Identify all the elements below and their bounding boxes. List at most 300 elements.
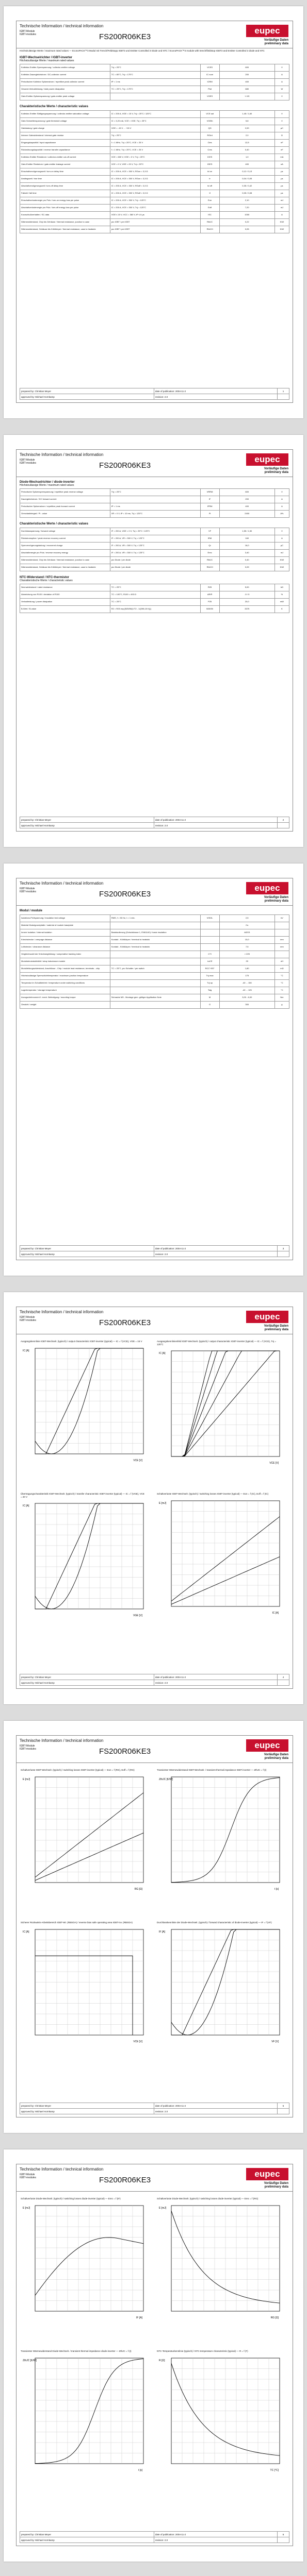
table-cell: Tstg bbox=[200, 987, 219, 994]
y-axis-label: IC [A] bbox=[23, 1930, 29, 1934]
module-kind bbox=[20, 459, 36, 465]
table-cell bbox=[274, 922, 289, 929]
table-row bbox=[20, 584, 289, 591]
table-row bbox=[20, 79, 289, 86]
publication-date: date of publication: 2004-11-2 bbox=[154, 1674, 277, 1680]
page-sheet bbox=[4, 863, 303, 1276]
y-axis-label: ZthJC [K/W] bbox=[23, 2359, 37, 2362]
table-cell: VCE sat bbox=[200, 111, 219, 118]
module-kind-de: IGBT-Module bbox=[20, 887, 35, 890]
page-header bbox=[17, 450, 293, 477]
table-cell: °C bbox=[274, 987, 289, 994]
table-cell: RthCH bbox=[200, 564, 219, 571]
x-axis-label: IF [A] bbox=[136, 2316, 142, 2319]
table-cell: IF = 200 A, VR = 300 V, Tvj = 125°C bbox=[110, 535, 200, 543]
module-kind-en: IGBT-modules bbox=[20, 1748, 36, 1751]
table-row bbox=[20, 489, 289, 496]
table-cell: Basisisolierung (Schutzklasse 1, EN61140) / basic insulation bbox=[110, 929, 200, 937]
table-cell: Periodische Spitzensperrspannung / repetitive peak reverse voltage bbox=[20, 489, 110, 496]
revision: revision: 2.0 bbox=[154, 1251, 277, 1257]
page-frame bbox=[16, 1735, 293, 2117]
footer-spacer bbox=[278, 394, 289, 400]
table-row bbox=[20, 994, 289, 1002]
prepared-by: prepared by: Christian Meyer bbox=[20, 1674, 154, 1680]
tech-info-label: Technische Information / technical information bbox=[20, 24, 104, 28]
table-cell: W bbox=[274, 86, 289, 93]
module-kind bbox=[20, 2173, 36, 2179]
table-cell: Grenzlastintegral / I²t - value bbox=[20, 511, 110, 518]
preliminary-data-label bbox=[264, 467, 288, 474]
table-cell: Gate-Emitter-Spitzenspannung / gate-emitter peak voltage bbox=[20, 93, 110, 100]
table-cell: -5 / 5 bbox=[219, 591, 274, 599]
y-axis-label: IC [A] bbox=[23, 1504, 29, 1507]
table-cell: Rückstromspitze / peak reverse recovery current bbox=[20, 535, 110, 543]
table-row bbox=[20, 205, 289, 212]
table-cell: VGES bbox=[200, 93, 219, 100]
table-cell: 10,0 bbox=[219, 937, 274, 944]
x-axis-label: VF [V] bbox=[271, 2040, 279, 2043]
table-row bbox=[20, 511, 289, 518]
table-cell: IC = 200 A, VCE = 300 V, RGoff = 3,3 Ω bbox=[110, 190, 200, 197]
table-cell: 175 bbox=[219, 973, 274, 980]
table-row bbox=[20, 929, 289, 937]
table-cell: Material Modulgrundplatte / material of module baseplate bbox=[20, 922, 110, 929]
brand-logo: eupec bbox=[246, 1311, 288, 1323]
table-cell: 2,5 bbox=[219, 915, 274, 922]
y-axis-label: IC [A] bbox=[159, 1352, 166, 1355]
table-cell bbox=[110, 1002, 200, 1009]
approved-by: approved by: Michael Hornkamp bbox=[20, 394, 154, 400]
model-number: FS200R06KE3 bbox=[99, 2176, 151, 2184]
table-cell: Kollektor-Dauergleichstrom / DC-collector current bbox=[20, 72, 110, 79]
table-cell bbox=[110, 987, 200, 994]
table-cell: IF = 200 A, VGE = 0 V, Tvj = 25°C / 125°C bbox=[110, 528, 200, 535]
table-cell: Kontakt - Kühlkörper / terminal to heatsink bbox=[110, 944, 200, 951]
table-cell: P25 bbox=[200, 599, 219, 606]
table-cell: ICRM bbox=[200, 79, 219, 86]
table-cell: 0,05 bbox=[219, 226, 274, 233]
table-row bbox=[20, 161, 289, 168]
table-cell: A bbox=[274, 496, 289, 503]
table-cell: g bbox=[274, 1002, 289, 1009]
table-row bbox=[20, 496, 289, 503]
table-cell: Wärmewiderstand, Gehäuse bis Kühlkörper / thermal resistance, case to heatsink bbox=[20, 226, 110, 233]
table-cell: Temperatur im Schaltbetrieb / temperature under switching conditions bbox=[20, 980, 110, 987]
table-cell: K bbox=[274, 606, 289, 613]
table-cell: 400 bbox=[219, 79, 274, 86]
table-cell: VF bbox=[200, 528, 219, 535]
brand-logo: eupec bbox=[246, 2168, 288, 2180]
table-row bbox=[20, 528, 289, 535]
page-frame bbox=[16, 1307, 293, 1689]
table-cell: 7,5 bbox=[219, 944, 274, 951]
plot-title: Schaltverluste IGBT-Wechselr. (typisch) / switching losses IGBT-inverter (typical) — Eon = f (IC), Eoff = f (IC) bbox=[157, 1493, 269, 1495]
table-cell: °C bbox=[274, 973, 289, 980]
table-cell: RthJC bbox=[200, 219, 219, 226]
table-row bbox=[20, 599, 289, 606]
table-cell: td off bbox=[200, 183, 219, 190]
table-cell: IC = 200 A, VCE = 300 V, Tvj = 125°C bbox=[110, 197, 200, 205]
table-cell: µs bbox=[274, 176, 289, 183]
page-sheet bbox=[4, 2149, 303, 2562]
page-header bbox=[17, 878, 293, 906]
x-axis-label: t [s] bbox=[274, 1887, 279, 1891]
x-axis-label: IC [A] bbox=[272, 1611, 279, 1615]
table-cell: RthJC bbox=[200, 557, 219, 564]
table-cell: Sperrverzögerungsladung / recovered charge bbox=[20, 543, 110, 550]
page-sheet bbox=[4, 435, 303, 847]
plot-title: Schaltverluste Diode-Wechselr. (typisch) / switching losses diode-inverter (typical) — Erec = f (RG) bbox=[157, 2197, 258, 2200]
model-number: FS200R06KE3 bbox=[99, 461, 151, 470]
page-footer bbox=[20, 817, 289, 828]
model-number: FS200R06KE3 bbox=[99, 32, 151, 41]
table-cell: -40 ... 125 bbox=[219, 987, 274, 994]
section-title: Diode-Wechselrichter / diode-inverter Höchstzulässige Werte / maximum rated values bbox=[20, 481, 75, 487]
table-cell: Interner Gatewiderstand / internal gate resistor bbox=[20, 132, 110, 140]
plot-svg bbox=[21, 2201, 150, 2325]
brand-logo: eupec bbox=[246, 25, 288, 37]
revision: revision: 2.0 bbox=[154, 823, 277, 828]
table-cell: Qr bbox=[200, 543, 219, 550]
table-cell: IFRM bbox=[200, 503, 219, 511]
y-axis-label: ZthJC [K/W] bbox=[159, 1777, 173, 1781]
table-row bbox=[20, 951, 289, 958]
section-subtitle: Höchstzulässige Werte / maximum rated values bbox=[20, 484, 74, 487]
table-cell: 1,55 / 1,50 bbox=[219, 528, 274, 535]
module-kind-de: IGBT-Module bbox=[20, 459, 35, 462]
table-row bbox=[20, 944, 289, 951]
table-cell: Ptot bbox=[200, 86, 219, 93]
table-cell: Al2O3 bbox=[219, 929, 274, 937]
table-cell: A bbox=[274, 212, 289, 219]
table-cell: °C bbox=[274, 980, 289, 987]
table-cell: pro IGBT / per IGBT bbox=[110, 226, 200, 233]
table-cell: A²s bbox=[274, 511, 289, 518]
table-cell: Einschaltverzögerungszeit / turn-on delay time bbox=[20, 168, 110, 176]
plot-svg bbox=[21, 1344, 150, 1468]
characteristic-plot bbox=[157, 1921, 286, 2049]
table-row bbox=[20, 219, 289, 226]
preliminary-data-label bbox=[264, 896, 288, 903]
page-footer bbox=[20, 388, 289, 400]
module-kind-en: IGBT-modules bbox=[20, 33, 36, 36]
prepared-by: prepared by: Christian Meyer bbox=[20, 817, 154, 823]
table-cell: kΩ bbox=[274, 584, 289, 591]
table-cell: A bbox=[274, 503, 289, 511]
page-frame bbox=[16, 2164, 293, 2546]
table-row bbox=[20, 125, 289, 132]
table-row bbox=[20, 557, 289, 564]
table-cell: ΔR/R bbox=[200, 591, 219, 599]
plot-title: Transienter Wärmewiderstand IGBT-Wechselr. / transient thermal impedance IGBT-inverter — ZthJC = f (t) bbox=[157, 1769, 267, 1771]
table-cell: QG bbox=[200, 125, 219, 132]
approved-by: approved by: Michael Hornkamp bbox=[20, 2537, 154, 2543]
table-cell: IC = 200 A, VCE = 300 V, Tvj = 125°C bbox=[110, 205, 200, 212]
prelim-en: preliminary data bbox=[264, 42, 288, 45]
brand-logo: eupec bbox=[246, 453, 288, 466]
characteristic-plot bbox=[21, 1921, 150, 2049]
plot-svg bbox=[157, 1347, 286, 1470]
table-cell: V bbox=[274, 111, 289, 118]
module-kind-en: IGBT-modules bbox=[20, 1319, 36, 1322]
table-cell: Abschaltenergie pro Puls / reverse recovery energy bbox=[20, 550, 110, 557]
table-cell bbox=[200, 922, 219, 929]
plot-title: Übertragungscharakteristik IGBT-Wechselr. (typisch) / transfer characteristic IGBT-inverter (typical) — IC = f (VGE), VCE = 20 V bbox=[21, 1493, 144, 1498]
page-sheet bbox=[4, 6, 303, 418]
table-cell: Dauergleichstrom / DC forward current bbox=[20, 496, 110, 503]
approved-by: approved by: Michael Hornkamp bbox=[20, 1680, 154, 1686]
table-cell: 200 bbox=[219, 496, 274, 503]
table-cell: 1,80 bbox=[219, 965, 274, 973]
y-axis-label: E [mJ] bbox=[23, 2206, 30, 2210]
plot-svg bbox=[157, 1497, 286, 1620]
table-cell: ISC bbox=[200, 212, 219, 219]
module-kind-de: IGBT-Module bbox=[20, 1744, 35, 1748]
table-cell: Fallzeit / fall time bbox=[20, 190, 110, 197]
page-number: 2 bbox=[278, 817, 289, 823]
prelim-de: Vorläufige Daten bbox=[264, 39, 288, 42]
revision: revision: 2.0 bbox=[154, 394, 277, 400]
approved-by: approved by: Michael Hornkamp bbox=[20, 1251, 154, 1257]
approved-by: approved by: Michael Hornkamp bbox=[20, 2109, 154, 2114]
table-cell: Cies bbox=[200, 140, 219, 147]
plot-svg bbox=[21, 1499, 150, 1623]
table-cell: Cu bbox=[219, 922, 274, 929]
table-cell: Kriechstrecke / creepage distance bbox=[20, 937, 110, 944]
prelim-en: preliminary data bbox=[264, 2185, 288, 2189]
revision: revision: 2.0 bbox=[154, 2537, 277, 2543]
footer-row bbox=[20, 1674, 289, 1680]
brand-logo: eupec bbox=[246, 1739, 288, 1752]
table-row bbox=[20, 168, 289, 176]
table-cell: mm bbox=[274, 944, 289, 951]
section-subtitle: Höchstzulässige Werte / maximum rated values bbox=[20, 59, 74, 62]
table-cell: 16,0 bbox=[219, 543, 274, 550]
table-row bbox=[20, 154, 289, 161]
footer-row bbox=[20, 388, 289, 394]
prelim-de: Vorläufige Daten bbox=[264, 1753, 288, 1756]
table-cell: 3,40 bbox=[219, 550, 274, 557]
table-cell: Tvj = 25°C bbox=[110, 64, 200, 72]
module-kind-de: IGBT-Module bbox=[20, 1316, 35, 1319]
table-cell: 400 bbox=[219, 161, 274, 168]
plot-svg bbox=[157, 1925, 286, 2049]
characteristic-plot bbox=[21, 1493, 150, 1623]
table-cell: RthCH bbox=[200, 226, 219, 233]
table-cell: Tvj op bbox=[200, 980, 219, 987]
table-cell: pro IGBT / per IGBT bbox=[110, 219, 200, 226]
prepared-by: prepared by: Christian Meyer bbox=[20, 2532, 154, 2537]
footer-row bbox=[20, 2109, 289, 2114]
table-cell: 0,09 bbox=[219, 564, 274, 571]
model-number: FS200R06KE3 bbox=[99, 1747, 151, 1756]
table-row bbox=[20, 606, 289, 613]
page-number: 6 bbox=[278, 2532, 289, 2537]
table-cell: f = 1 MHz, Tvj = 25°C, VCE = 25 V bbox=[110, 140, 200, 147]
table-cell bbox=[110, 973, 200, 980]
prepared-by: prepared by: Christian Meyer bbox=[20, 2103, 154, 2109]
footer-row bbox=[20, 2532, 289, 2537]
table-cell: 680 bbox=[219, 86, 274, 93]
module-kind-de: IGBT-Module bbox=[20, 2173, 35, 2176]
table-cell: 2400 bbox=[219, 511, 274, 518]
table-cell: V bbox=[274, 489, 289, 496]
table-cell: Kollektor-Emitter-Sperrspannung / collector-emitter voltage bbox=[20, 64, 110, 72]
plot-title: Ausgangskennlinienfeld IGBT-Wechselr. (typisch) / output characteristic IGBT-inverter (typical) — IC = f (VCE), Tvj = 125°C bbox=[157, 1340, 277, 1346]
table-cell: V bbox=[274, 118, 289, 125]
table-cell: 2,10 bbox=[219, 197, 274, 205]
footer-row bbox=[20, 823, 289, 828]
table-cell: 20 bbox=[219, 958, 274, 965]
x-axis-label: RG [Ω] bbox=[134, 1887, 142, 1891]
publication-date: date of publication: 2004-11-2 bbox=[154, 1246, 277, 1251]
table-row bbox=[20, 965, 289, 973]
table-row bbox=[20, 183, 289, 190]
module-description: Höchstzulässige Werte / maximum rated values — EconoPACK™3 Modul mit Trench/Feldstopp IGBT3 und Emitter Controlled 3 Diode und NTC / EconoPACK™3 module with trench/fieldstop IGBT3 and Emitter Controlled 3 diode and NTC bbox=[20, 49, 265, 52]
table-cell: Wärmewiderstand, Gehäuse bis Kühlkörper / thermal resistance, case to heatsink bbox=[20, 564, 110, 571]
table-cell bbox=[200, 944, 219, 951]
table-row bbox=[20, 564, 289, 571]
table-cell: Gate-Schwellenspannung / gate threshold voltage bbox=[20, 118, 110, 125]
table-cell bbox=[110, 980, 200, 987]
table-row bbox=[20, 591, 289, 599]
characteristic-plot bbox=[157, 2350, 286, 2478]
plot-svg bbox=[21, 1925, 150, 2049]
footer-row bbox=[20, 817, 289, 823]
prepared-by: prepared by: Christian Meyer bbox=[20, 388, 154, 394]
table-cell: RGint bbox=[200, 132, 219, 140]
table-cell: Erec bbox=[200, 550, 219, 557]
publication-date: date of publication: 2004-11-2 bbox=[154, 2532, 277, 2537]
table-row bbox=[20, 197, 289, 205]
module-kind-en: IGBT-modules bbox=[20, 2176, 36, 2179]
table-cell: Durchlassspannung / forward voltage bbox=[20, 528, 110, 535]
table-cell: Tvj = 25°C bbox=[110, 489, 200, 496]
table-cell: Modulstreuinduktivität / stray inductance module bbox=[20, 958, 110, 965]
x-axis-label: VCE [V] bbox=[133, 1459, 142, 1462]
table-cell: TC = 25°C bbox=[110, 584, 200, 591]
table-cell: Wärmewiderstand, Chip bis Gehäuse / thermal resistance, junction to case bbox=[20, 557, 110, 564]
table-row bbox=[20, 535, 289, 543]
table-cell: µC bbox=[274, 125, 289, 132]
table-cell: ICES bbox=[200, 154, 219, 161]
table-row bbox=[20, 212, 289, 219]
table-row bbox=[20, 147, 289, 154]
module-kind-de: IGBT-Module bbox=[20, 30, 35, 33]
table-cell: µs bbox=[274, 168, 289, 176]
y-axis-label: IF [A] bbox=[159, 1930, 165, 1934]
table-cell: V bbox=[274, 64, 289, 72]
table-cell: 3375 bbox=[219, 606, 274, 613]
table-cell: A bbox=[274, 72, 289, 79]
footer-spacer bbox=[278, 823, 289, 828]
plot-title: Durchlasskennlinie der Diode-Wechselr. (typisch) / forward characteristic of diode-inverter (typical) — IF = f (VF) bbox=[157, 1921, 272, 1924]
table-cell: IF = 200 A, VR = 300 V, Tvj = 125°C bbox=[110, 550, 200, 557]
footer-row bbox=[20, 394, 289, 400]
table-row bbox=[20, 72, 289, 79]
plot-svg bbox=[157, 2354, 286, 2478]
tech-info-label: Technische Information / technical information bbox=[20, 1310, 104, 1314]
publication-date: date of publication: 2004-11-2 bbox=[154, 2103, 277, 2109]
table-cell: 300 bbox=[219, 1002, 274, 1009]
tech-info-label: Technische Information / technical information bbox=[20, 881, 104, 886]
characteristic-plot bbox=[157, 1340, 286, 1470]
y-axis-label: R [Ω] bbox=[159, 2359, 165, 2362]
table-cell: VCE = 600 V, VGE = 0 V, Tvj = 25°C bbox=[110, 154, 200, 161]
table-cell: Tvj max bbox=[200, 973, 219, 980]
characteristic-plot bbox=[21, 2197, 150, 2325]
table-row bbox=[20, 922, 289, 929]
table-cell: G bbox=[200, 1002, 219, 1009]
brand-logo: eupec bbox=[246, 882, 288, 894]
table-cell: K/W bbox=[274, 557, 289, 564]
spec-table bbox=[20, 64, 289, 100]
table-cell: Innere Isolation / internal isolation bbox=[20, 929, 110, 937]
table-cell: tf bbox=[200, 190, 219, 197]
table-row bbox=[20, 1002, 289, 1009]
table-cell: 5,8 bbox=[219, 118, 274, 125]
table-cell: LsCE bbox=[200, 958, 219, 965]
prelim-en: preliminary data bbox=[264, 471, 288, 474]
table-cell: Ω bbox=[274, 132, 289, 140]
table-cell: Modulleitungswiderstand, Anschlüsse - Chip / module lead resistance, terminals - chip bbox=[20, 965, 110, 973]
table-cell: 7,20 bbox=[219, 205, 274, 212]
table-cell: VGEth bbox=[200, 118, 219, 125]
table-cell: 1,45 / 1,60 bbox=[219, 111, 274, 118]
page-sheet bbox=[4, 1721, 303, 2133]
table-cell: tP = 1 ms bbox=[110, 503, 200, 511]
publication-date: date of publication: 2004-11-2 bbox=[154, 388, 277, 394]
table-cell: 0,40 bbox=[219, 147, 274, 154]
table-cell: Eoff bbox=[200, 205, 219, 212]
table-cell: mW bbox=[274, 599, 289, 606]
footer-row bbox=[20, 1246, 289, 1251]
plot-svg bbox=[157, 2201, 286, 2325]
page-footer bbox=[20, 2531, 289, 2543]
table-row bbox=[20, 937, 289, 944]
table-cell: TC = 100°C, R100 = 493 Ω bbox=[110, 591, 200, 599]
prelim-en: preliminary data bbox=[264, 1757, 288, 1760]
table-cell: VGE = -15 V ... +15 V bbox=[110, 125, 200, 132]
table-cell: mJ bbox=[274, 550, 289, 557]
tech-info-label: Technische Information / technical information bbox=[20, 1738, 104, 1743]
table-cell: Vergleichszahl der Kriechwegbildung / comperative tracking index bbox=[20, 951, 110, 958]
prepared-by: prepared by: Christian Meyer bbox=[20, 1246, 154, 1251]
table-cell: Kollektor-Emitter Reststrom / collector-emitter cut-off current bbox=[20, 154, 110, 161]
approved-by: approved by: Michael Hornkamp bbox=[20, 823, 154, 828]
table-cell: A bbox=[274, 79, 289, 86]
footer-row bbox=[20, 2537, 289, 2543]
table-cell: Gesamt-Verlustleistung / total power dissipation bbox=[20, 86, 110, 93]
table-cell: mA bbox=[274, 154, 289, 161]
table-row bbox=[20, 118, 289, 125]
preliminary-data-label bbox=[264, 1753, 288, 1760]
characteristic-plot bbox=[157, 2197, 286, 2325]
table-cell: Luftstrecke / clearance distance bbox=[20, 944, 110, 951]
x-axis-label: VGE [V] bbox=[133, 1614, 142, 1617]
table-cell: 0,35 / 0,42 bbox=[219, 183, 274, 190]
page-number: 1 bbox=[278, 388, 289, 394]
table-cell: K/W bbox=[274, 564, 289, 571]
table-row bbox=[20, 111, 289, 118]
table-cell: R2 = R25 exp [B25/50(1/T2 - 1/(298,15 K))] bbox=[110, 606, 200, 613]
plot-title: Transienter Wärmewiderstand Diode-Wechselr. / transient thermal impedance diode-inverter — ZthJC = f (t) bbox=[21, 2350, 132, 2352]
table-cell: 1,0 bbox=[219, 154, 274, 161]
table-cell: I²t bbox=[200, 511, 219, 518]
table-cell: R25 bbox=[200, 584, 219, 591]
table-row bbox=[20, 226, 289, 233]
table-cell bbox=[110, 922, 200, 929]
